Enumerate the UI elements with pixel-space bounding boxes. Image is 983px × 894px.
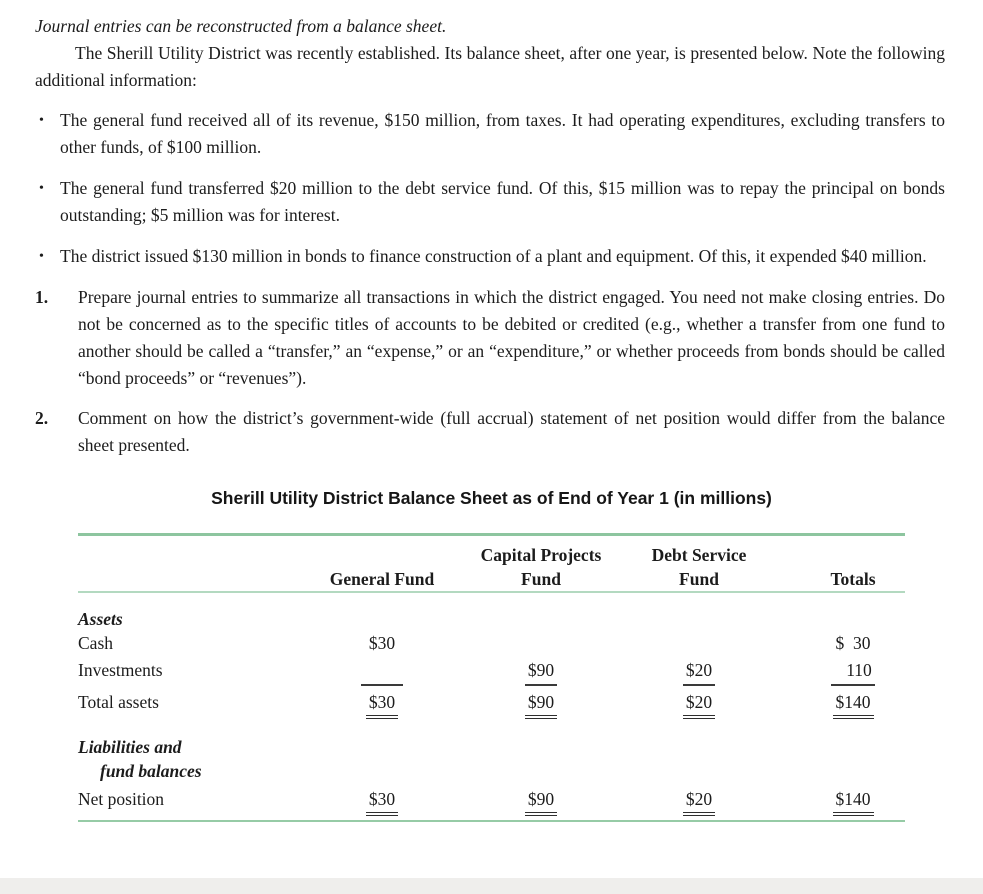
investments-general-value xyxy=(317,658,447,686)
header-debt-service-fund: Debt Service Fund xyxy=(651,545,747,589)
lead-sentence: Journal entries can be reconstructed from a balance sheet. xyxy=(35,16,447,36)
header-capital-projects-fund: Capital Projects Fund xyxy=(480,545,602,589)
table-row-total-assets xyxy=(78,690,905,719)
list-item xyxy=(35,175,945,229)
table-row-investments xyxy=(78,658,905,686)
list-item xyxy=(35,243,945,270)
liabilities-section-label-line2: fund balances xyxy=(100,761,202,781)
header-general-fund: General Fund xyxy=(329,569,435,589)
header-totals: Totals xyxy=(830,569,876,589)
row-label: Investments xyxy=(78,660,163,680)
question-1 xyxy=(35,284,945,392)
cash-totals-value: $ 30 xyxy=(835,633,871,653)
bullet-icon: • xyxy=(39,181,44,196)
investments-debt-value: $20 xyxy=(634,658,764,686)
table-row-assets-section xyxy=(78,607,905,631)
row-label: Cash xyxy=(78,633,113,653)
table-row-net-position xyxy=(78,787,905,816)
table-body xyxy=(78,593,905,816)
bullet-text: The general fund transferred $20 million to the debt service fund. Of this, $15 million was to repay the principal on bonds outstanding; $5 million was for interest. xyxy=(60,178,945,225)
question-text: Prepare journal entries to summarize all transactions in which the district engaged. You need not make closing entries. Do not be concerned as to the specific titles of accounts to be debited or credited (e.g., whether a transfer from one fund to another should be called a “transfer,” an “expense,” or an “expenditure,” or whether proceeds from bonds should be called “bond proceeds” or “revenues”). xyxy=(78,287,945,388)
table-header xyxy=(78,536,905,591)
bullet-text: The general fund received all of its revenue, $150 million, from taxes. It had operating expenditures, excluding transfers to other funds, of $100 million. xyxy=(60,110,945,157)
table-row-liabilities-section xyxy=(78,735,905,759)
balance-sheet xyxy=(78,485,905,822)
total-assets-capital-value: $90 xyxy=(476,690,606,719)
investments-totals-value: 110 xyxy=(803,658,903,686)
blank-sum-line xyxy=(361,658,403,686)
assets-section-label: Assets xyxy=(78,609,123,629)
net-position-totals-value: $140 xyxy=(803,787,903,816)
question-text: Comment on how the district’s government-wide (full accrual) statement of net position would differ from the balance sheet presented. xyxy=(78,408,945,455)
investments-capital-value: $90 xyxy=(476,658,606,686)
net-position-capital-value: $90 xyxy=(476,787,606,816)
balance-sheet-title: Sherill Utility District Balance Sheet as of End of Year 1 (in millions) xyxy=(211,488,772,508)
question-number: 2. xyxy=(35,408,49,428)
net-position-debt-value: $20 xyxy=(634,787,764,816)
questions-list xyxy=(35,284,945,459)
total-assets-totals-value: $140 xyxy=(803,690,903,719)
list-item xyxy=(35,107,945,161)
additional-info-list xyxy=(35,107,945,270)
row-label: Net position xyxy=(78,789,165,809)
bullet-icon: • xyxy=(39,113,44,128)
question-2 xyxy=(35,405,945,459)
question-number: 1. xyxy=(35,287,49,307)
total-assets-debt-value: $20 xyxy=(634,690,764,719)
bullet-icon: • xyxy=(39,249,44,264)
total-assets-general-value: $30 xyxy=(317,690,447,719)
bullet-text: The district issued $130 million in bonds to finance construction of a plant and equipment. Of this, it expended $40 million. xyxy=(60,246,927,266)
cash-general-value: $30 xyxy=(368,633,396,653)
liabilities-section-label-line1: Liabilities and xyxy=(78,737,182,757)
intro-paragraph: The Sherill Utility District was recently established. Its balance sheet, after one year, is presented below. Note the following additional information: xyxy=(35,43,945,90)
row-label: Total assets xyxy=(78,692,159,712)
net-position-general-value: $30 xyxy=(317,787,447,816)
table-row-liabilities-section-line2 xyxy=(78,759,905,783)
table-rule-bottom xyxy=(78,820,905,822)
page-bottom-strip xyxy=(0,878,983,894)
table-row-cash xyxy=(78,631,905,655)
